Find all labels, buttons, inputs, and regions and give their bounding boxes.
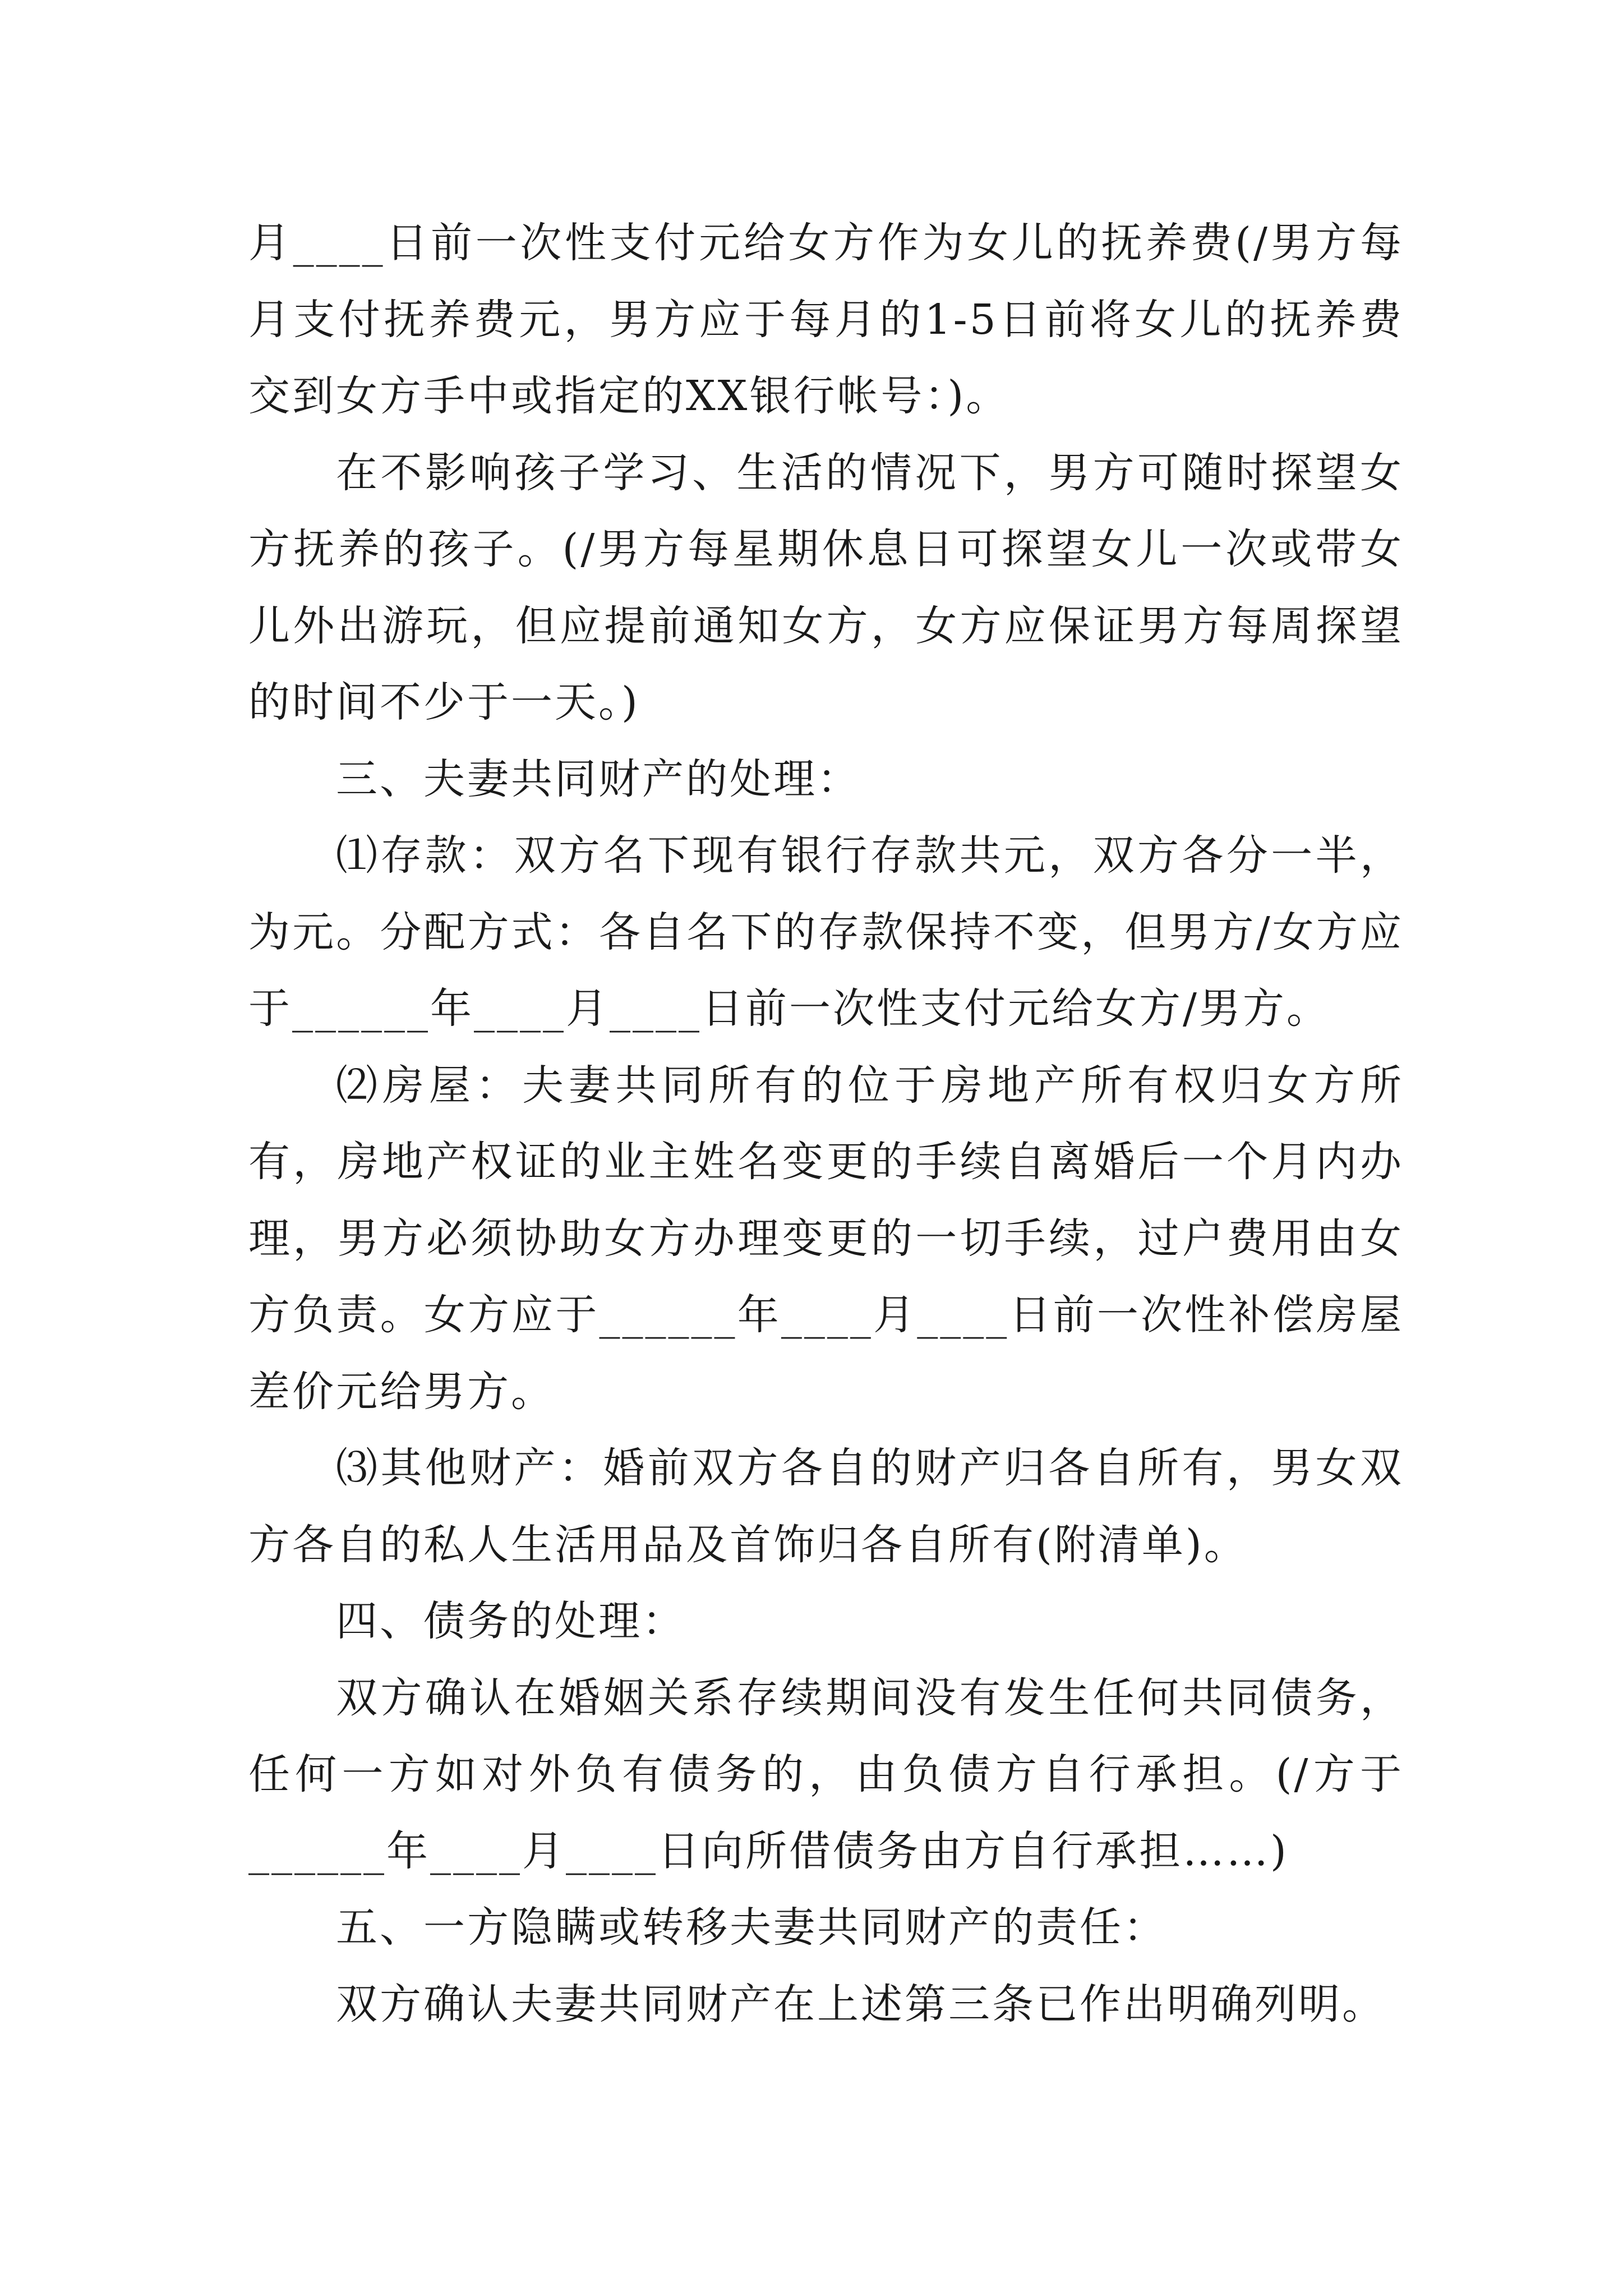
section-heading-joint-property: 三、夫妻共同财产的处理： — [336, 754, 861, 803]
paragraph-property-confirmation: 双方确认夫妻共同财产在上述第三条已作出明确列明。 — [336, 1980, 1386, 2028]
paragraph-visitation-rights: 在不影响孩子学习、生活的情况下，男方可随时探望女方抚养的孩子。(/男方每星期休息日可探望女儿一次或带女儿外出游玩，但应提前通知女方，女方应保证男方每周探望的时间不少于一天。) — [248, 448, 1404, 726]
paragraph-other-property: ⑶其他财产：婚前双方各自的财产归各自所有，男女双方各自的私人生活用品及首饰归各自所有(附清单)。 — [248, 1444, 1404, 1569]
section-heading-concealment-liability: 五、一方隐瞒或转移夫妻共同财产的责任： — [336, 1903, 1167, 1952]
paragraph-debts: 双方确认在婚姻关系存续期间没有发生任何共同债务，任何一方如对外负有债务的，由负债方自行承担。(/方于______年____月____日向所借债务由方自行承担……) — [248, 1673, 1404, 1875]
section-heading-debts: 四、债务的处理： — [336, 1597, 686, 1645]
paragraph-child-support-payment: 月____日前一次性支付元给女方作为女儿的抚养费(/男方每月支付抚养费元，男方应于每月的1-5日前将女儿的抚养费交到女方手中或指定的XX银行帐号：)。 — [248, 219, 1404, 420]
paragraph-savings: ⑴存款：双方名下现有银行存款共元，双方各分一半，为元。分配方式：各自名下的存款保持不变，但男方/女方应于______年____月____日前一次性支付元给女方/男方。 — [248, 831, 1404, 1033]
paragraph-house: ⑵房屋：夫妻共同所有的位于房地产所有权归女方所有，房地产权证的业主姓名变更的手续自离婚后一个月内办理，男方必须协助女方办理变更的一切手续，过户费用由女方负责。女方应于______年____月____日前一次性补偿房屋差价元给男方。 — [248, 1061, 1404, 1416]
document-body — [248, 205, 1404, 2042]
